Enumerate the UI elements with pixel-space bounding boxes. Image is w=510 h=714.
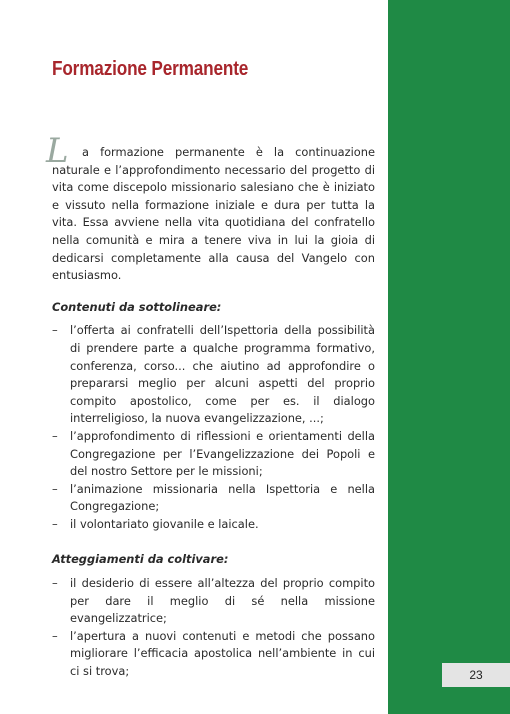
main-content xyxy=(46,131,375,681)
list-item: – l’apertura a nuovi contenuti e metodi che possano migliorare l’efficacia apostolica nell’ambiente in cui ci si trova; xyxy=(52,628,375,679)
page-number: 23 xyxy=(442,663,510,687)
dropcap-letter: L xyxy=(46,131,69,171)
list-atteggiamenti xyxy=(52,575,375,681)
section-atteggiamenti xyxy=(52,551,375,680)
list-item: – il desiderio di essere all’altezza del proprio compito per dare il meglio di sé nella missione evangelizzatrice; xyxy=(52,576,375,626)
list-item: – il volontariato giovanile e laicale. xyxy=(52,516,375,534)
list-contenuti xyxy=(52,322,375,533)
list-item: – l’animazione missionaria nella Ispettoria e nella Congregazione; xyxy=(52,481,375,514)
intro-paragraph xyxy=(46,131,375,285)
list-item: – l’approfondimento di riflessioni e orientamenti della Congregazione per l’Evangelizzazione dei Popoli e del nostro Settore per le missioni; xyxy=(52,428,375,479)
dash-bullet: – xyxy=(52,576,58,591)
dash-bullet: – xyxy=(52,628,58,643)
section-heading: Atteggiamenti da coltivare: xyxy=(52,552,229,567)
section-contenuti xyxy=(52,299,375,534)
section-heading: Contenuti da sottolineare: xyxy=(52,299,222,314)
intro-text: a formazione permanente è la continuazione naturale e l’approfondimento necessario del progetto di vita come discepolo missionario salesiano che è iniziato e vissuto nella formazione iniziale e dura per tutta la vita. Essa avviene nella vita quotidiana del confratello nella comunità e mira a tenere viva in lui la gioia di dedicarsi completamente alla causa del Vangelo con entusiasmo. xyxy=(52,145,375,283)
dash-bullet: – xyxy=(52,481,58,496)
page-title: Formazione Permanente xyxy=(52,58,249,80)
dash-bullet: – xyxy=(52,323,58,338)
dash-bullet: – xyxy=(52,516,58,531)
dash-bullet: – xyxy=(52,428,58,443)
list-item: – l’offerta ai confratelli dell’Ispettoria della possibilità di prendere parte a qualche programma formativo, conferenza, corso... che aiutino ad approfondire o prepararsi meglio per alcuni aspetti del proprio compito apostolico, come per es. il dialogo interreligioso, la nuova evangelizzazione, ...; xyxy=(52,323,375,426)
green-side-band xyxy=(388,0,510,714)
